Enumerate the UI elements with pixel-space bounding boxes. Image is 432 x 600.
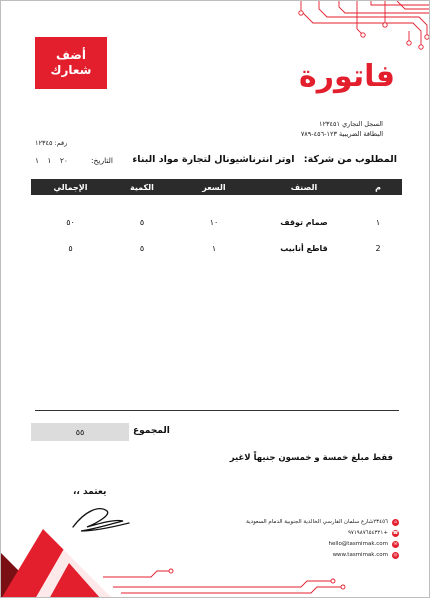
date-label: التاريخ: xyxy=(91,156,113,165)
location-icon: ⌂ xyxy=(392,519,399,526)
table-row xyxy=(31,195,402,235)
header-m: م xyxy=(354,179,402,195)
table-header-row xyxy=(31,179,402,195)
customer-name: اوتر انترناشيونال لتجارة مواد البناء xyxy=(132,154,295,165)
contact-email: ✉ hello@tasmimak.com xyxy=(328,541,398,547)
customer-label: المطلوب من شركة: xyxy=(303,154,397,165)
header-qty: الكمية xyxy=(110,179,174,195)
row-price: ١ xyxy=(211,243,217,253)
row-qty: ٥ xyxy=(139,243,145,253)
total-label: المجموع xyxy=(133,426,170,436)
signature-mark xyxy=(67,501,137,535)
phone-icon: ☎ xyxy=(392,530,399,536)
contact-web: ◎ www.tasmimak.com xyxy=(332,552,398,558)
logo-placeholder xyxy=(35,37,107,89)
header-item: الصنف xyxy=(254,179,354,195)
items-table xyxy=(31,179,402,261)
contact-address: ⌂ ٢٣٤٥٦شارع سلمان الفارسي الخالدية الجنوبية الدمام السعودية xyxy=(246,517,399,527)
tax-card: البطاقة الضريبية ١٢٣-٤٥٦-٧٨٩ xyxy=(300,130,383,138)
invoice-number: رقم: ١٢٣٤٥ xyxy=(35,139,68,147)
table-row xyxy=(31,235,402,261)
date-value: ٢٠ ١ ١ xyxy=(35,156,68,165)
total-value-box xyxy=(31,423,129,441)
row-total: ٥ xyxy=(68,243,73,253)
row-number: 2 xyxy=(375,243,381,253)
row-total: ٥٠ xyxy=(66,217,75,227)
email-icon: ✉ xyxy=(393,541,398,547)
amount-in-words: فقط مبلغ خمسة و خمسون جنيهاً لاغير xyxy=(229,453,393,463)
contact-info xyxy=(246,517,399,561)
header-price: السعر xyxy=(174,179,254,195)
row-item: قاطع أنابيب xyxy=(280,243,328,253)
total-value: ٥٥ xyxy=(75,427,85,437)
row-item: صمام توقف xyxy=(280,217,328,227)
totals-separator xyxy=(35,410,399,411)
approval-label: يعتمد ،، xyxy=(73,487,107,497)
contact-phone: ☎ +٩٧١٩٨٧٦٥٤٣٢١ xyxy=(347,530,399,536)
registry-info xyxy=(301,119,383,139)
invoice-title: فاتورة xyxy=(299,59,395,94)
row-qty: ٥ xyxy=(139,217,145,227)
web-icon: ◎ xyxy=(393,552,398,558)
row-number: ١ xyxy=(375,217,381,227)
customer-line xyxy=(132,154,397,165)
row-price: ١٠ xyxy=(209,217,219,227)
commercial-registry: السجل التجاري ١٢٣٤٥١ xyxy=(319,120,383,128)
logo-line-2: شعارك xyxy=(50,63,92,77)
header-total: الإجمالي xyxy=(31,179,110,195)
logo-line-1: أضف xyxy=(56,48,86,62)
